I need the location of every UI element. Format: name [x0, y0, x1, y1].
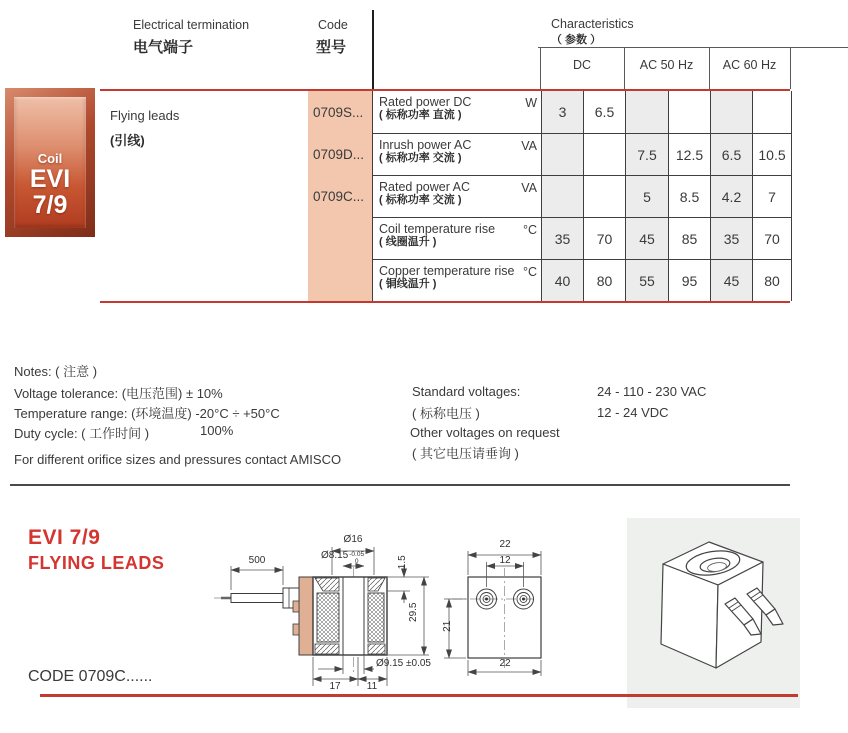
- coil-3d-panel: [627, 518, 800, 708]
- value-cell: 45: [625, 217, 668, 259]
- notes-duty-cycle-value: 100%: [200, 423, 234, 438]
- header-characteristics-en: Characteristics: [551, 17, 634, 31]
- dim-width-right: 11: [366, 681, 378, 692]
- dim-front-side: 21: [441, 620, 453, 632]
- coil-3d-drawing: [627, 518, 800, 708]
- value-cell: 7: [752, 175, 791, 217]
- termination-zh: (引线): [110, 133, 145, 148]
- value-cell: [710, 91, 752, 133]
- unit-label: °C: [522, 265, 537, 279]
- coil-badge: [5, 88, 95, 237]
- badge-size-label: 7/9: [32, 190, 68, 219]
- value-cell: [541, 133, 583, 175]
- mounting-plate: [299, 577, 313, 655]
- param-cell: Copper temperature rise ( 铜线温升 ) °C: [373, 259, 541, 301]
- value-cell: 35: [710, 217, 752, 259]
- value-cell: [583, 133, 625, 175]
- value-cell: 80: [583, 259, 625, 301]
- notes-duty-cycle-label: Duty cycle: ( 工作时间 ): [14, 426, 150, 441]
- termination-en: Flying leads: [110, 108, 180, 123]
- coil-winding: [368, 593, 384, 642]
- dim-front-width-top: 22: [499, 539, 511, 550]
- code-column: [308, 91, 372, 301]
- value-cell: [752, 91, 791, 133]
- value-cell: 95: [668, 259, 710, 301]
- unit-label: VA: [521, 181, 537, 195]
- column-header-dc: DC: [572, 58, 592, 72]
- standard-voltages-ac: 24 - 110 - 230 VAC: [597, 384, 707, 399]
- dim-bottom-diameter: Ø9.15 ±0.05: [376, 658, 431, 669]
- cross-section-drawing: [214, 567, 387, 672]
- section-code-caption: CODE 0709C......: [28, 668, 153, 685]
- value-cell: 4.2: [710, 175, 752, 217]
- param-cell: Rated power DC ( 标称功率 直流 ) W: [373, 91, 541, 133]
- value-cell: [583, 175, 625, 217]
- badge-series-label: EVI: [29, 164, 71, 193]
- other-voltages-zh: ( 其它电压请垂询 ): [412, 446, 519, 461]
- unit-label: VA: [521, 139, 537, 153]
- dim-body-height: 29.5: [407, 602, 419, 622]
- header-electrical-termination-zh: 电气端子: [133, 39, 194, 56]
- dim-step-height: 1.5: [396, 555, 408, 570]
- section-title-series: EVI 7/9: [28, 526, 101, 549]
- value-cell: 70: [583, 217, 625, 259]
- value-cell: 35: [541, 217, 583, 259]
- notes-contact: For different orifice sizes and pressures contact AMISCO: [14, 452, 342, 467]
- notes-voltage-tolerance: Voltage tolerance: (电压范围) ± 10%: [14, 386, 223, 401]
- code-value: 0709C...: [313, 189, 365, 204]
- dim-inner-diameter: Ø8.15 -0.05 0: [321, 550, 365, 566]
- param-cell: Inrush power AC ( 标称功率 交流 ) VA: [373, 133, 541, 175]
- value-cell: 12.5: [668, 133, 710, 175]
- dim-pin-spacing: 12: [499, 555, 511, 566]
- header-code-zh: 型号: [316, 39, 347, 56]
- parameter-grid: [372, 91, 792, 301]
- param-cell: Coil temperature rise ( 线圈温升 ) °C: [373, 217, 541, 259]
- coil-badge-face: [14, 97, 86, 228]
- unit-label: °C: [522, 223, 537, 237]
- other-voltages-en: Other voltages on request: [410, 425, 560, 440]
- value-cell: 6.5: [583, 91, 625, 133]
- value-cell: 85: [668, 217, 710, 259]
- notes-temperature-range: Temperature range: (环境温度) -20°C ÷ +50°C: [14, 406, 280, 421]
- standard-voltages-dc: 12 - 24 VDC: [597, 405, 669, 420]
- column-header-ac60: AC 60 Hz: [722, 58, 777, 72]
- code-value: 0709D...: [313, 147, 365, 162]
- unit-label: W: [525, 96, 537, 110]
- value-cell: [668, 91, 710, 133]
- header-divider-line: [372, 10, 374, 89]
- value-cell: 40: [541, 259, 583, 301]
- value-cell: 80: [752, 259, 791, 301]
- section-divider-line: [10, 484, 790, 486]
- header-electrical-termination-en: Electrical termination: [133, 18, 250, 32]
- dim-outer-diameter: Ø16: [343, 534, 363, 545]
- section-title-type: FLYING LEADS: [28, 553, 165, 573]
- value-cell: 55: [625, 259, 668, 301]
- bottom-red-line: [40, 694, 798, 697]
- param-cell: Rated power AC ( 标称功率 交流 ) VA: [373, 175, 541, 217]
- value-cell: [625, 91, 668, 133]
- value-cell: [541, 175, 583, 217]
- technical-drawing: [200, 515, 640, 710]
- standard-voltages-label-en: Standard voltages:: [412, 384, 521, 399]
- spec-table: [100, 89, 790, 303]
- code-value: 0709S...: [313, 105, 364, 120]
- standard-voltages-label-zh: ( 标称电压 ): [412, 406, 480, 421]
- notes-title: Notes: ( 注意 ): [14, 364, 98, 379]
- value-cell: 3: [541, 91, 583, 133]
- dim-width-left: 17: [329, 681, 341, 692]
- dim-lead-length: 500: [248, 555, 266, 566]
- header-characteristics-zh: （ 参数 ）: [551, 34, 602, 46]
- characteristics-underline: [538, 47, 848, 48]
- value-cell: 45: [710, 259, 752, 301]
- badge-coil-label: Coil: [37, 150, 63, 166]
- value-cell: 8.5: [668, 175, 710, 217]
- header-code-en: Code: [318, 18, 348, 32]
- value-cell: 10.5: [752, 133, 791, 175]
- value-cell: 70: [752, 217, 791, 259]
- value-cell: 6.5: [710, 133, 752, 175]
- value-cell: 7.5: [625, 133, 668, 175]
- dim-front-width-bottom: 22: [499, 658, 511, 669]
- header-grid-line: [790, 47, 791, 89]
- front-view-drawing: [452, 568, 541, 670]
- lead-wire: [231, 594, 283, 603]
- termination-cell: [100, 91, 308, 301]
- column-header-ac50: AC 50 Hz: [639, 58, 694, 72]
- value-cell: 5: [625, 175, 668, 217]
- coil-winding: [317, 593, 339, 642]
